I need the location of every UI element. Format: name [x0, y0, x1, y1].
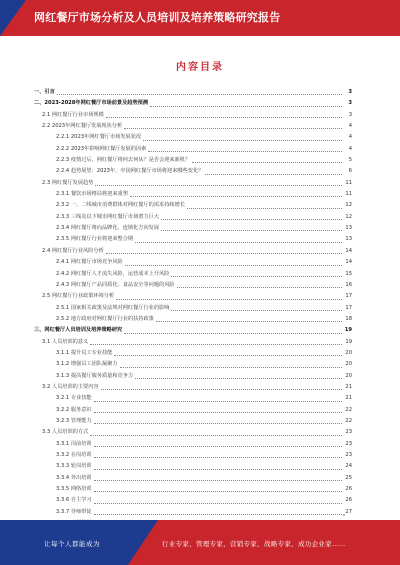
toc-entry[interactable]: [34, 303, 352, 314]
toc-leader-dots: [95, 185, 342, 186]
toc-entry-label: 3.3.7 导师带徒: [56, 508, 92, 515]
toc-entry-page: 17: [345, 304, 352, 311]
toc-entry-page: 11: [345, 191, 352, 198]
toc-entry-page: 14: [345, 247, 352, 254]
toc-leader-dots: [94, 423, 342, 424]
toc-entry-page: 20: [345, 361, 352, 368]
toc-leader-dots: [90, 344, 342, 345]
toc-entry-label: 3.3 人员培训的方式: [42, 429, 89, 436]
toc-entry-label: 3.2 人员培训的主要内容: [42, 383, 99, 390]
toc-entry-page: 4: [348, 145, 352, 152]
toc-entry[interactable]: [34, 121, 352, 132]
toc-entry-page: 23: [345, 452, 352, 458]
toc-leader-dots: [101, 389, 342, 390]
toc-entry-label: 3.1 人员培训的意义: [42, 338, 89, 345]
toc-leader-dots: [135, 242, 342, 243]
toc-leader-dots: [94, 514, 342, 515]
toc-entry-label: 3.3.1 岗前培训: [56, 440, 92, 447]
toc-entry-label: 2.4.3 网红餐厅产品同质化、食品安全等问题的风险: [56, 281, 175, 288]
page-marker: [343, 514, 345, 516]
toc-leader-dots: [106, 117, 342, 118]
toc-entry-page: 3: [348, 111, 352, 118]
toc-leader-dots: [94, 491, 342, 492]
toc-entry-label: 2.2 2023年网红餐厅发展现状分析: [42, 123, 123, 130]
toc-entry-page: 13: [345, 236, 352, 243]
toc-leader-dots: [94, 401, 342, 402]
toc-leader-dots: [130, 196, 342, 197]
footer-band: [0, 520, 400, 565]
toc-entry-page: 26: [345, 497, 352, 504]
toc-entry[interactable]: [34, 371, 352, 382]
toc-title: 内容目录: [176, 62, 224, 73]
toc-entry[interactable]: [34, 178, 352, 189]
toc-entry-label: 2.4.2 网红餐厅人才流失风险，运营成本上升风险: [56, 270, 170, 277]
toc-entry[interactable]: [34, 473, 352, 484]
toc-entry-label: 2.2.4 趋势展望：2023年，中国网红餐厅市场将迎来哪些变化？: [56, 168, 204, 175]
toc-entry-label: 2.4 网红餐厅行业风险分析: [42, 247, 104, 254]
toc-entry[interactable]: [34, 314, 352, 325]
toc-entry-page: 13: [345, 225, 352, 232]
toc-entry-label: 3.1.1 提升员工专业技能: [56, 349, 113, 356]
toc-entry-page: 22: [345, 406, 352, 413]
toc-leader-dots: [171, 276, 342, 277]
toc-entry-label: 2.5 网红餐厅行业政策环境分析: [42, 293, 115, 300]
toc-entry-page: 23: [345, 440, 352, 447]
toc-leader-dots: [94, 446, 342, 447]
toc-entry[interactable]: [34, 507, 352, 518]
toc-entry-label: 2.3.4 网红餐厅将向品牌化、连锁化方向发展: [56, 225, 160, 232]
toc-entry[interactable]: [34, 110, 352, 121]
toc-entry-label: 2.5.2 地方政府对网红餐厅行业的扶持政策: [56, 315, 154, 322]
toc-entry-label: 2.3.3 三线及以下城市网红餐厅市场潜力巨大: [56, 213, 160, 220]
toc-entry-page: 27: [345, 508, 352, 515]
toc-entry-label: 2.3.1 餐饮市场格局将迎来重塑: [56, 191, 128, 198]
toc-leader-dots: [187, 208, 342, 209]
toc-leader-dots: [90, 435, 342, 436]
toc-entry[interactable]: [34, 348, 352, 359]
toc-entry-page: 4: [348, 134, 352, 141]
toc-leader-dots: [124, 333, 342, 334]
toc-entry-label: 3.2.3 管理能力: [56, 417, 92, 424]
toc-entry[interactable]: [34, 98, 352, 109]
toc-entry[interactable]: [34, 200, 352, 211]
toc-entry-label: 2.4.1 网红餐厅市场竞争风险: [56, 259, 123, 266]
toc-leader-dots: [148, 151, 342, 152]
toc-leader-dots: [150, 106, 342, 107]
toc-leader-dots: [143, 140, 342, 141]
toc-entry-page: 24: [345, 463, 352, 470]
toc-entry-page: 11: [345, 179, 352, 186]
toc-entry-label: 2.1 网红餐厅行业市场规模: [42, 111, 104, 118]
toc-leader-dots: [171, 310, 342, 311]
toc-entry-page: 6: [348, 168, 352, 175]
toc-entry[interactable]: [34, 439, 352, 450]
toc-entry[interactable]: [34, 144, 352, 155]
toc-entry[interactable]: [34, 416, 352, 427]
toc-entry-label: 3.1.2 增强员工团队凝聚力: [56, 361, 118, 368]
toc-entry-page: 12: [345, 213, 352, 220]
toc-entry-page: 3: [348, 89, 352, 95]
toc-entry-page: 18: [345, 315, 352, 322]
toc-entry[interactable]: [34, 166, 352, 177]
toc-entry-label: 三、网红餐厅人员培训及培养策略研究: [34, 327, 123, 334]
toc-entry-page: 4: [348, 123, 352, 130]
toc-list: [34, 87, 352, 541]
toc-leader-dots: [94, 412, 342, 413]
header-corner-accent: [0, 0, 26, 36]
toc-entry-label: 2.2.2 2023年影响网红餐厅发展的因素: [56, 145, 147, 152]
toc-entry-label: 2.3.2 一、二线城市消费群体对网红餐厅的需求持续增长: [56, 202, 185, 209]
toc-entry[interactable]: [34, 155, 352, 166]
report-title: 网红餐厅市场分析及人员培训及培养策略研究报告: [34, 11, 281, 24]
toc-entry[interactable]: [34, 234, 352, 245]
toc-leader-dots: [120, 367, 342, 368]
toc-entry-page: 23: [345, 429, 352, 436]
toc-entry-page: 16: [345, 281, 352, 288]
toc-entry[interactable]: [34, 382, 352, 393]
toc-entry-label: 2.5.1 国家相关政策及法规对网红餐厅行业的影响: [56, 304, 170, 311]
toc-entry-label: 2.2.3 疫情过后，网红餐厅将何去何从？是否会迎来新机？: [56, 157, 191, 164]
toc-entry[interactable]: [34, 87, 352, 98]
toc-entry-label: 二、2023-2028年网红餐厅市场前景及趋势预测: [34, 100, 149, 107]
toc-leader-dots: [94, 503, 342, 504]
toc-leader-dots: [156, 321, 342, 322]
toc-entry-page: 19: [345, 338, 352, 345]
toc-entry[interactable]: [34, 291, 352, 302]
toc-entry-page: 5: [348, 157, 352, 164]
toc-entry[interactable]: [34, 427, 352, 438]
toc-entry-label: 3.3.6 自主学习: [56, 497, 92, 504]
toc-leader-dots: [161, 219, 342, 220]
toc-entry-page: 19: [344, 327, 352, 334]
toc-entry-label: 3.2.2 服务意识: [56, 406, 92, 413]
toc-entry-label: 3.1.3 提高餐厅服务质量和竞争力: [56, 372, 134, 379]
toc-entry-page: 21: [345, 383, 352, 390]
toc-entry-page: 20: [345, 372, 352, 379]
toc-entry[interactable]: [34, 450, 352, 461]
toc-entry[interactable]: [34, 393, 352, 404]
toc-leader-dots: [177, 287, 342, 288]
toc-entry-page: 12: [345, 202, 352, 209]
toc-entry[interactable]: [34, 189, 352, 200]
toc-leader-dots: [124, 128, 342, 129]
toc-entry-page: 22: [345, 417, 352, 424]
toc-leader-dots: [125, 265, 342, 266]
toc-entry[interactable]: [34, 269, 352, 280]
toc-leader-dots: [135, 378, 342, 379]
toc-entry-label: 一、引言: [34, 89, 55, 95]
toc-entry-label: 3.2.1 专业技能: [56, 395, 92, 402]
footer-expert-list: 行业专家、管理专家、营销专家、战略专家、成功企业家……: [162, 540, 346, 548]
toc-entry-page: 26: [345, 486, 352, 493]
toc-entry-label: 3.3.5 网络培训: [56, 486, 92, 493]
toc-leader-dots: [94, 457, 342, 458]
toc-entry[interactable]: [34, 461, 352, 472]
toc-entry-label: 2.3.5 网红餐厅行业将迎来整合期: [56, 236, 134, 243]
toc-leader-dots: [192, 162, 342, 163]
toc-leader-dots: [205, 174, 342, 175]
toc-entry[interactable]: [34, 280, 352, 291]
toc-leader-dots: [57, 94, 342, 95]
header-banner: [0, 0, 400, 36]
toc-entry-label: 2.3 网红餐厅发展趋势: [42, 179, 94, 186]
toc-leader-dots: [94, 480, 342, 481]
footer-slogan: 让每个人都能成为: [44, 540, 100, 548]
toc-entry[interactable]: [34, 405, 352, 416]
toc-entry[interactable]: [34, 484, 352, 495]
toc-entry-label: 3.3.2 在岗培训: [56, 452, 92, 458]
toc-entry[interactable]: [34, 495, 352, 506]
toc-leader-dots: [94, 469, 342, 470]
toc-entry[interactable]: [34, 212, 352, 223]
toc-leader-dots: [106, 253, 342, 254]
toc-entry-page: 3: [348, 100, 352, 107]
toc-entry[interactable]: [34, 359, 352, 370]
toc-entry[interactable]: [34, 223, 352, 234]
toc-entry[interactable]: [34, 132, 352, 143]
toc-entry[interactable]: [34, 337, 352, 348]
toc-entry-page: 21: [345, 395, 352, 402]
toc-entry[interactable]: [34, 325, 352, 336]
toc-entry-page: 25: [345, 474, 352, 481]
toc-leader-dots: [116, 299, 342, 300]
toc-entry-page: 20: [345, 349, 352, 356]
toc-entry-label: 2.2.1 2023年网红餐厅市场发展状况: [56, 134, 142, 141]
toc-entry-page: 14: [345, 259, 352, 266]
toc-leader-dots: [114, 355, 342, 356]
toc-entry[interactable]: [34, 257, 352, 268]
toc-entry-label: 3.3.4 外出培训: [56, 474, 92, 481]
footer-slant: [128, 520, 158, 565]
toc-entry-page: 17: [345, 293, 352, 300]
toc-entry[interactable]: [34, 246, 352, 257]
toc-entry-page: 15: [345, 270, 352, 277]
toc-leader-dots: [161, 230, 342, 231]
toc-entry-label: 3.3.3 轮岗培训: [56, 463, 92, 470]
